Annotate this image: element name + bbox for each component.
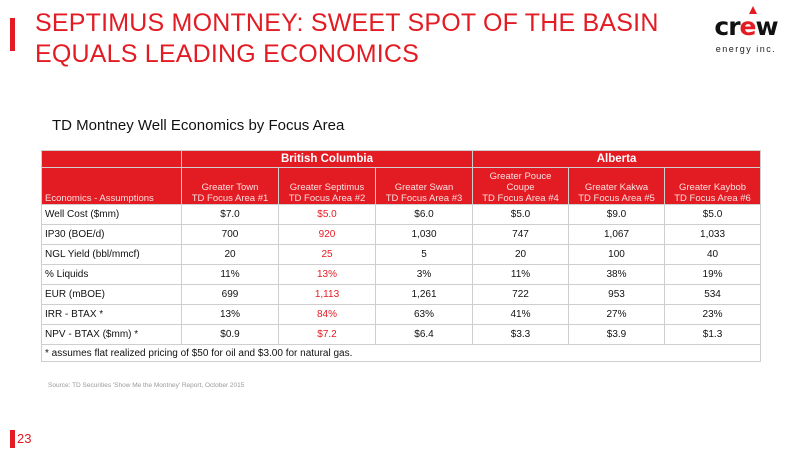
table-cell: 3% bbox=[376, 265, 473, 285]
table-cell: $0.9 bbox=[182, 325, 279, 345]
footnote-row bbox=[42, 345, 761, 362]
table-cell: 722 bbox=[473, 285, 569, 305]
table-cell: 1,030 bbox=[376, 225, 473, 245]
table-cell: $9.0 bbox=[569, 205, 665, 225]
well-economics-table bbox=[41, 150, 761, 362]
table-cell: 38% bbox=[569, 265, 665, 285]
table-cell-highlight: 84% bbox=[279, 305, 376, 325]
table-cell: 534 bbox=[665, 285, 761, 305]
row-label: EUR (mBOE) bbox=[42, 285, 182, 305]
title-accent-bar bbox=[10, 18, 15, 51]
column-header: Greater Kakwa TD Focus Area #5 bbox=[569, 168, 665, 205]
table-cell-highlight: $5.0 bbox=[279, 205, 376, 225]
region-header-row bbox=[42, 151, 761, 168]
row-label: % Liquids bbox=[42, 265, 182, 285]
table-cell: $5.0 bbox=[665, 205, 761, 225]
table-cell: 41% bbox=[473, 305, 569, 325]
table-cell: 20 bbox=[182, 245, 279, 265]
row-label: NPV - BTAX ($mm) * bbox=[42, 325, 182, 345]
table-row bbox=[42, 285, 761, 305]
table-cell: 19% bbox=[665, 265, 761, 285]
table-cell: 953 bbox=[569, 285, 665, 305]
table-cell: $1.3 bbox=[665, 325, 761, 345]
table-row bbox=[42, 265, 761, 285]
logo-tagline: energy inc. bbox=[715, 44, 777, 54]
table-cell-highlight: 25 bbox=[279, 245, 376, 265]
table-cell: $7.0 bbox=[182, 205, 279, 225]
table-footnote: * assumes flat realized pricing of $50 for oil and $3.00 for natural gas. bbox=[42, 345, 761, 362]
assumptions-header: Economics - Assumptions bbox=[42, 168, 182, 205]
table-cell: $3.3 bbox=[473, 325, 569, 345]
table-cell: 23% bbox=[665, 305, 761, 325]
table-cell-highlight: $7.2 bbox=[279, 325, 376, 345]
table-cell: $5.0 bbox=[473, 205, 569, 225]
table-cell: $6.4 bbox=[376, 325, 473, 345]
table-cell: 1,261 bbox=[376, 285, 473, 305]
table-cell: 700 bbox=[182, 225, 279, 245]
table-cell: 1,033 bbox=[665, 225, 761, 245]
table-cell: 699 bbox=[182, 285, 279, 305]
table-cell-highlight: 920 bbox=[279, 225, 376, 245]
table-row bbox=[42, 205, 761, 225]
table-row bbox=[42, 245, 761, 265]
table-cell-highlight: 13% bbox=[279, 265, 376, 285]
table-cell: 40 bbox=[665, 245, 761, 265]
table-cell: 11% bbox=[182, 265, 279, 285]
column-header: Greater Septimus TD Focus Area #2 bbox=[279, 168, 376, 205]
region-alberta: Alberta bbox=[473, 151, 761, 168]
table-cell: 13% bbox=[182, 305, 279, 325]
table-cell: 5 bbox=[376, 245, 473, 265]
region-british-columbia: British Columbia bbox=[182, 151, 473, 168]
table-cell: 11% bbox=[473, 265, 569, 285]
table-cell: $6.0 bbox=[376, 205, 473, 225]
row-label: Well Cost ($mm) bbox=[42, 205, 182, 225]
table-cell: 63% bbox=[376, 305, 473, 325]
table-cell: $3.9 bbox=[569, 325, 665, 345]
row-label: IRR - BTAX * bbox=[42, 305, 182, 325]
table-cell: 20 bbox=[473, 245, 569, 265]
table-row bbox=[42, 325, 761, 345]
row-label: IP30 (BOE/d) bbox=[42, 225, 182, 245]
page-number: 23 bbox=[10, 430, 38, 448]
column-header: Greater Swan TD Focus Area #3 bbox=[376, 168, 473, 205]
table-cell: 100 bbox=[569, 245, 665, 265]
table-cell: 1,067 bbox=[569, 225, 665, 245]
column-header: Greater Kaybob TD Focus Area #6 bbox=[665, 168, 761, 205]
column-header-row bbox=[42, 168, 761, 205]
region-corner-cell bbox=[42, 151, 182, 168]
row-label: NGL Yield (bbl/mmcf) bbox=[42, 245, 182, 265]
source-note: Source: TD Securities 'Show Me the Montney' Report, October 2015 bbox=[48, 382, 245, 389]
table-title: TD Montney Well Economics by Focus Area bbox=[52, 117, 345, 134]
column-header: Greater Pouce Coupe TD Focus Area #4 bbox=[473, 168, 569, 205]
logo-wordmark: crew bbox=[714, 12, 778, 41]
crew-energy-logo bbox=[705, 12, 787, 58]
table-cell-highlight: 1,113 bbox=[279, 285, 376, 305]
table-cell: 27% bbox=[569, 305, 665, 325]
table-cell: 747 bbox=[473, 225, 569, 245]
table-row bbox=[42, 305, 761, 325]
table-row bbox=[42, 225, 761, 245]
slide-title: SEPTIMUS MONTNEY: SWEET SPOT OF THE BASIN EQUALS LEADING ECONOMICS bbox=[35, 9, 659, 68]
column-header: Greater Town TD Focus Area #1 bbox=[182, 168, 279, 205]
